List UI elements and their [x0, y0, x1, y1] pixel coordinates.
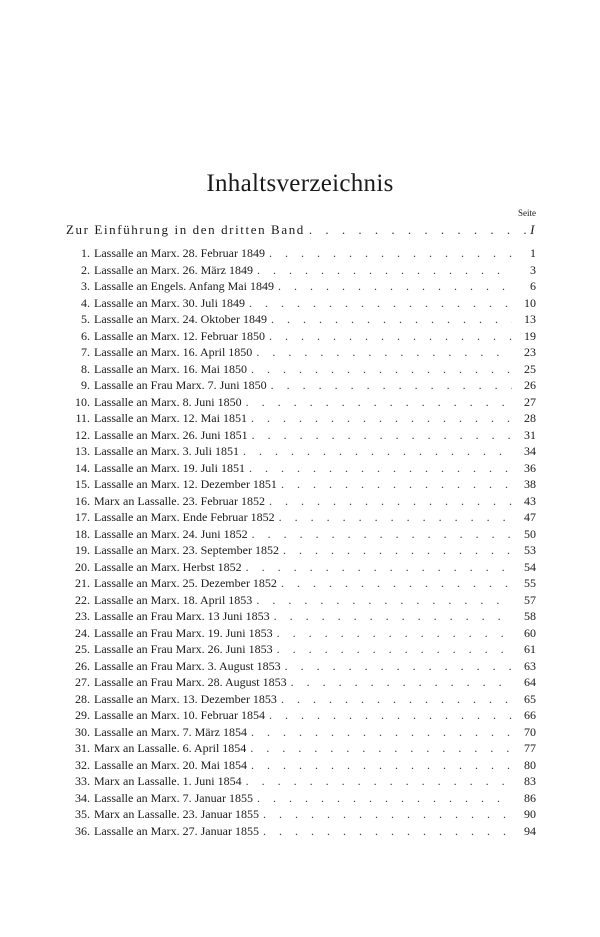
toc-entry-page: 61 — [524, 642, 536, 656]
toc-entry-page: 34 — [524, 444, 536, 458]
toc-entry-text: Lassalle an Marx. Herbst 1852 — [94, 559, 242, 574]
toc-entry-text: Lassalle an Engels. Anfang Mai 1849 — [94, 279, 274, 293]
toc-entry-page: 90 — [524, 807, 536, 821]
toc-entry-page: 28 — [524, 411, 536, 425]
toc-entry-number: 16. — [75, 493, 90, 508]
dot-leader — [269, 708, 512, 723]
toc-entry — [66, 444, 536, 461]
dot-leader — [257, 263, 512, 278]
toc-entry — [66, 510, 536, 527]
dot-leader — [269, 494, 512, 509]
toc-entry-page: 23 — [524, 345, 536, 359]
toc-entry-number: 4. — [81, 295, 90, 310]
toc-entry-page: 86 — [524, 790, 536, 805]
toc-entry-number: 15. — [75, 477, 90, 491]
toc-entry-number: 7. — [81, 345, 90, 359]
toc-entry-text: Lassalle an Frau Marx. 13 Juni 1853 — [94, 609, 270, 623]
toc-entry-page: 60 — [524, 625, 536, 640]
toc-entry-page: 66 — [524, 708, 536, 722]
toc-entry-number: 27. — [75, 675, 90, 689]
toc-entry-text: Lassalle an Frau Marx. 19. Juni 1853 — [94, 625, 273, 640]
toc-entry-text: Lassalle an Frau Marx. 3. August 1853 — [94, 658, 281, 673]
toc-entry-number: 28. — [75, 691, 90, 706]
dot-leader — [277, 626, 512, 641]
toc-entry — [66, 675, 536, 692]
toc-entry-text: Lassalle an Marx. 12. Februar 1850 — [94, 328, 265, 343]
toc-entry-number: 5. — [81, 312, 90, 326]
toc-entry-page: 64 — [524, 675, 536, 689]
dot-leader — [249, 296, 512, 311]
toc-entry — [66, 494, 536, 511]
toc-entry-text: Marx an Lassalle. 6. April 1854 — [94, 741, 247, 755]
toc-entry-page: 25 — [524, 361, 536, 376]
toc-entry-page: 94 — [524, 823, 536, 838]
toc-entry-number: 23. — [75, 609, 90, 623]
toc-entry-number: 36. — [75, 823, 90, 838]
toc-entry-number: 32. — [75, 757, 90, 772]
toc-entry-number: 2. — [81, 262, 90, 277]
toc-entry-number: 26. — [75, 658, 90, 673]
toc-entry-number: 17. — [75, 510, 90, 524]
toc-entry-text: Lassalle an Marx. 16. Mai 1850 — [94, 361, 247, 376]
toc-entry-page: 77 — [524, 741, 536, 755]
toc-entry-page: 65 — [524, 691, 536, 706]
dot-leader — [269, 246, 512, 261]
dot-leader — [250, 741, 512, 756]
toc-entry — [66, 774, 536, 791]
toc-entry-text: Lassalle an Marx. 7. Januar 1855 — [94, 790, 253, 805]
toc-entry-number: 14. — [75, 460, 90, 475]
toc-entry — [66, 576, 536, 593]
dot-leader — [309, 222, 526, 238]
dot-leader — [243, 444, 512, 459]
toc-entry-page: 47 — [524, 510, 536, 524]
toc-entry — [66, 609, 536, 626]
dot-leader — [251, 758, 512, 773]
toc-intro-text: Zur Einführung in den dritten Band — [66, 222, 305, 237]
dot-leader — [252, 428, 512, 443]
dot-leader — [271, 378, 512, 393]
toc-entry-text: Lassalle an Marx. 28. Februar 1849 — [94, 246, 265, 260]
toc-entry — [66, 345, 536, 362]
dot-leader — [246, 774, 512, 789]
toc-entry — [66, 461, 536, 478]
toc-entry-page: 83 — [524, 774, 536, 788]
dot-leader — [291, 675, 512, 690]
dot-leader — [263, 824, 512, 839]
toc-entry — [66, 543, 536, 560]
toc-entry-text: Lassalle an Marx. 13. Dezember 1853 — [94, 691, 277, 706]
toc-entry-page: 27 — [524, 394, 536, 409]
toc-entry-number: 3. — [81, 279, 90, 293]
toc-entry-text: Lassalle an Marx. 27. Januar 1855 — [94, 823, 259, 838]
dot-leader — [281, 477, 512, 492]
toc-entry-text: Lassalle an Marx. 26. März 1849 — [94, 262, 253, 277]
toc-intro-page: I — [530, 222, 536, 237]
toc-entry-number: 33. — [75, 774, 90, 788]
toc-entry-number: 10. — [75, 394, 90, 409]
toc-entry — [66, 411, 536, 428]
toc-entry-text: Lassalle an Marx. 19. Juli 1851 — [94, 460, 245, 475]
dot-leader — [279, 510, 512, 525]
toc-entry-number: 25. — [75, 642, 90, 656]
toc-entry-text: Lassalle an Marx. 20. Mai 1854 — [94, 757, 247, 772]
toc-entry — [66, 593, 536, 610]
toc-entry — [66, 824, 536, 841]
toc-entry-number: 6. — [81, 328, 90, 343]
toc-entry-number: 22. — [75, 592, 90, 607]
toc-entry-page: 57 — [524, 592, 536, 607]
toc-entry — [66, 659, 536, 676]
toc-entry-number: 12. — [75, 427, 90, 442]
dot-leader — [274, 609, 512, 624]
toc-entry — [66, 296, 536, 313]
toc-entry-number: 20. — [75, 559, 90, 574]
toc-entry — [66, 279, 536, 296]
toc-entry-text: Lassalle an Frau Marx. 28. August 1853 — [94, 675, 287, 689]
toc-entry-text: Lassalle an Marx. 26. Juni 1851 — [94, 427, 248, 442]
toc-entry — [66, 378, 536, 395]
toc-entry-page: 38 — [524, 477, 536, 491]
toc-entry-text: Lassalle an Marx. 24. Juni 1852 — [94, 526, 248, 541]
toc-entry-page: 80 — [524, 757, 536, 772]
toc-entry-text: Lassalle an Marx. 3. Juli 1851 — [94, 444, 239, 458]
toc-entry-text: Lassalle an Marx. 18. April 1853 — [94, 592, 253, 607]
toc-entry — [66, 758, 536, 775]
toc-entry-page: 10 — [524, 295, 536, 310]
toc-entry — [66, 428, 536, 445]
toc-entry — [66, 477, 536, 494]
toc-entry-text: Lassalle an Marx. 12. Dezember 1851 — [94, 477, 277, 491]
dot-leader — [271, 312, 512, 327]
dot-leader — [256, 593, 512, 608]
toc-entry-page: 58 — [524, 609, 536, 623]
toc-entry-text: Lassalle an Marx. 30. Juli 1849 — [94, 295, 245, 310]
toc-entry — [66, 560, 536, 577]
toc-entry-text: Lassalle an Frau Marx. 7. Juni 1850 — [94, 378, 267, 392]
toc-entry — [66, 263, 536, 280]
dot-leader — [257, 791, 512, 806]
toc-entry — [66, 741, 536, 758]
toc-entry-page: 1 — [530, 246, 536, 260]
toc-entry-number: 34. — [75, 790, 90, 805]
dot-leader — [269, 329, 512, 344]
toc-entry-text: Lassalle an Marx. 25. Dezember 1852 — [94, 576, 277, 590]
dot-leader — [246, 395, 512, 410]
toc-entry-number: 11. — [75, 411, 90, 425]
toc-entry-text: Lassalle an Marx. 8. Juni 1850 — [94, 394, 242, 409]
toc-entry-page: 31 — [524, 427, 536, 442]
toc-entry-text: Lassalle an Frau Marx. 26. Juni 1853 — [94, 642, 273, 656]
toc-entry — [66, 708, 536, 725]
dot-leader — [249, 461, 512, 476]
dot-leader — [285, 659, 512, 674]
toc-entry-page: 63 — [524, 658, 536, 673]
toc-entry-page: 26 — [524, 378, 536, 392]
toc-entry-number: 31. — [75, 741, 90, 755]
dot-leader — [278, 279, 512, 294]
toc-entry-number: 18. — [75, 526, 90, 541]
toc-entry-number: 8. — [81, 361, 90, 376]
toc-entry — [66, 527, 536, 544]
dot-leader — [246, 560, 512, 575]
toc-entry — [66, 362, 536, 379]
toc-entry-number: 35. — [75, 807, 90, 821]
toc-entry-number: 9. — [81, 378, 90, 392]
toc-entry-page: 70 — [524, 724, 536, 739]
toc-entry-number: 19. — [75, 543, 90, 557]
toc-entry-page: 43 — [524, 493, 536, 508]
toc-entry — [66, 395, 536, 412]
dot-leader — [251, 411, 512, 426]
toc-entry-text: Lassalle an Marx. 7. März 1854 — [94, 724, 247, 739]
toc-entry — [66, 642, 536, 659]
toc-intro-entry — [66, 222, 536, 238]
toc-entry-text: Marx an Lassalle. 23. Februar 1852 — [94, 493, 265, 508]
toc-entry-text: Lassalle an Marx. 24. Oktober 1849 — [94, 312, 267, 326]
toc-entry-page: 50 — [524, 526, 536, 541]
toc-entry-number: 13. — [75, 444, 90, 458]
toc-entry-page: 3 — [530, 262, 536, 277]
toc-entry-text: Marx an Lassalle. 23. Januar 1855 — [94, 807, 259, 821]
page-column-label: Seite — [518, 208, 536, 218]
dot-leader — [283, 543, 512, 558]
toc-entry-text: Lassalle an Marx. 12. Mai 1851 — [94, 411, 247, 425]
toc-entry-text: Lassalle an Marx. Ende Februar 1852 — [94, 510, 275, 524]
toc-entry-number: 30. — [75, 724, 90, 739]
toc-entry — [66, 312, 536, 329]
toc-entry-number: 1. — [81, 246, 90, 260]
dot-leader — [251, 725, 512, 740]
toc-entry — [66, 329, 536, 346]
toc-entry — [66, 692, 536, 709]
toc-entry-page: 6 — [530, 279, 536, 293]
toc-entry-page: 55 — [524, 576, 536, 590]
toc-entry-number: 24. — [75, 625, 90, 640]
toc-entry-text: Lassalle an Marx. 10. Februar 1854 — [94, 708, 265, 722]
toc-entry-page: 13 — [524, 312, 536, 326]
toc-entry — [66, 807, 536, 824]
toc-entry-page: 54 — [524, 559, 536, 574]
dot-leader — [277, 642, 512, 657]
toc-entry-page: 53 — [524, 543, 536, 557]
toc-entry — [66, 246, 536, 263]
toc-entry — [66, 791, 536, 808]
dot-leader — [251, 362, 512, 377]
toc-entry-number: 29. — [75, 708, 90, 722]
toc-entry — [66, 626, 536, 643]
dot-leader — [263, 807, 512, 822]
dot-leader — [281, 576, 512, 591]
toc-entry-text: Marx an Lassalle. 1. Juni 1854 — [94, 774, 242, 788]
toc-entry-number: 21. — [75, 576, 90, 590]
toc-entry — [66, 725, 536, 742]
toc-list — [66, 246, 536, 840]
toc-entry-page: 19 — [524, 328, 536, 343]
toc-entry-text: Lassalle an Marx. 16. April 1850 — [94, 345, 253, 359]
dot-leader — [252, 527, 512, 542]
page-title: Inhaltsverzeichnis — [206, 170, 394, 197]
toc-entry-text: Lassalle an Marx. 23. September 1852 — [94, 543, 279, 557]
toc-entry-page: 36 — [524, 460, 536, 475]
dot-leader — [256, 345, 512, 360]
dot-leader — [281, 692, 512, 707]
